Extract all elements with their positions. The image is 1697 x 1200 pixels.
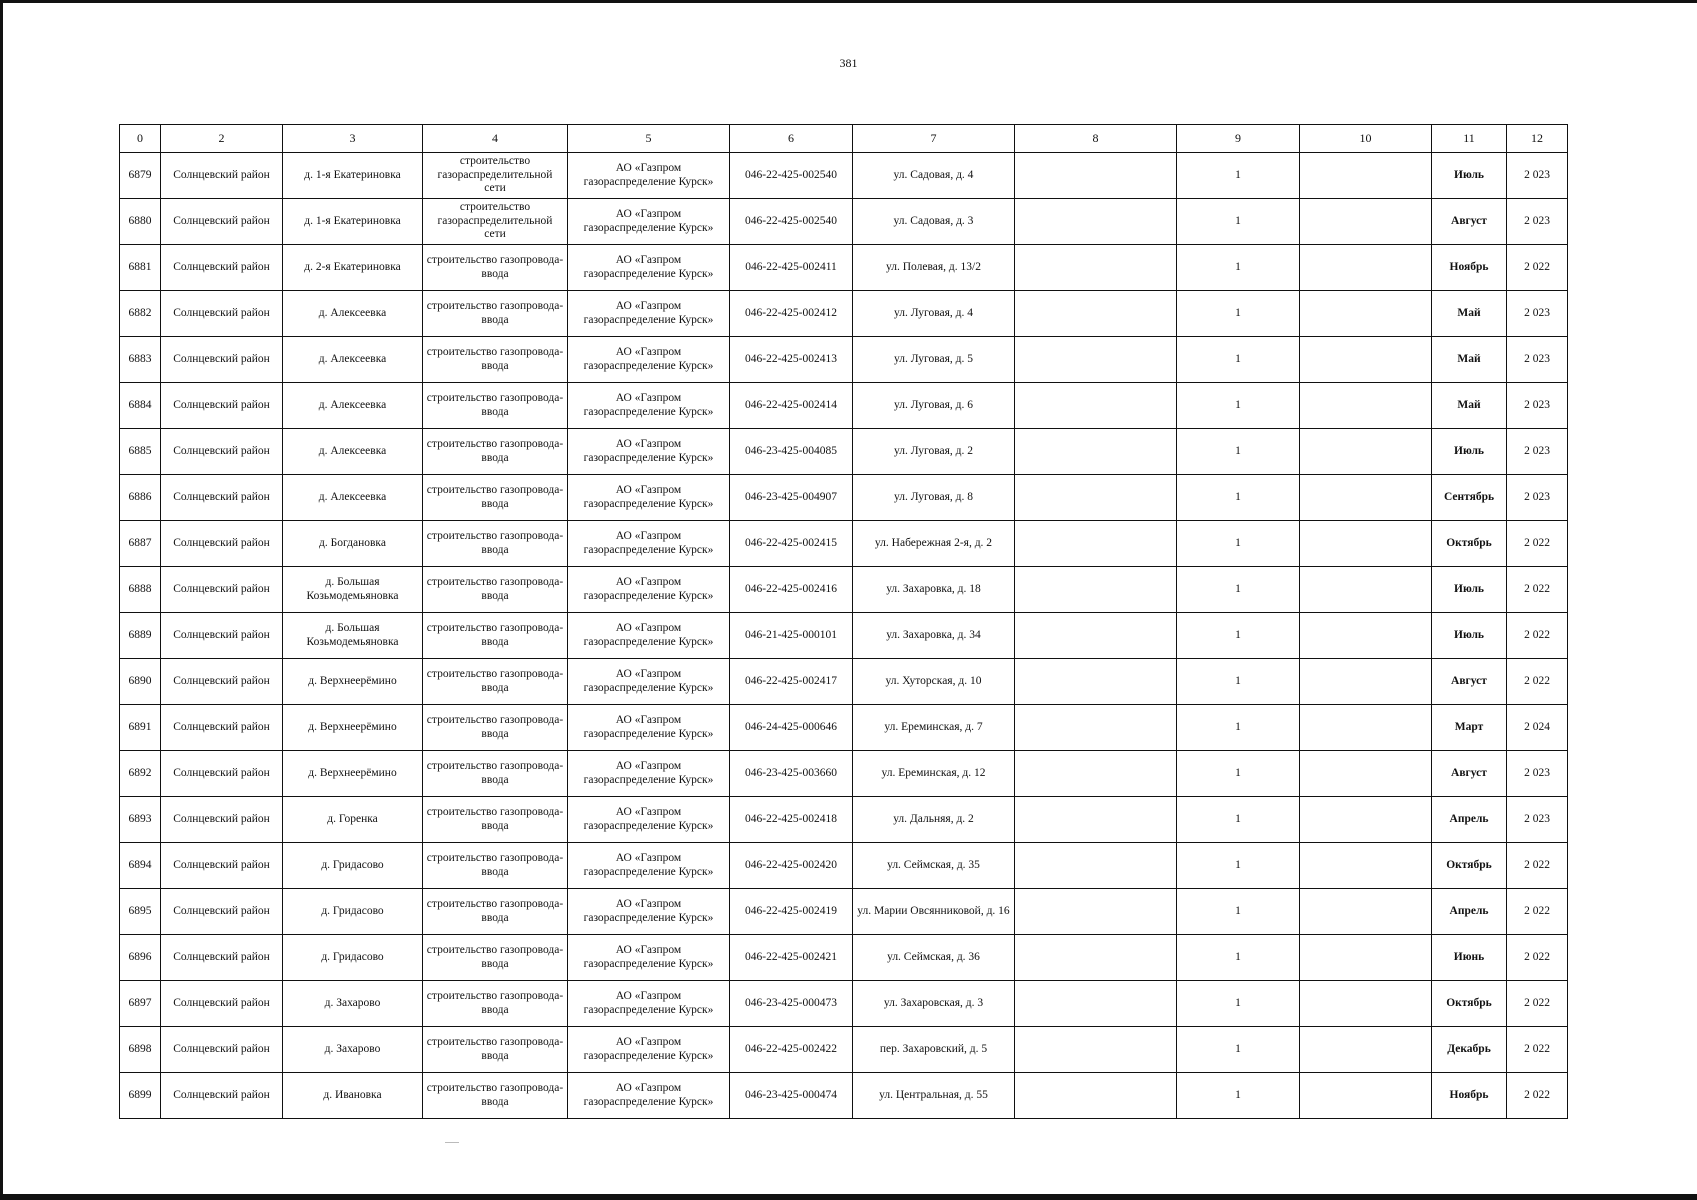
- cell-settlement: д. Гридасово: [283, 889, 423, 935]
- cell-address: ул. Сеймская, д. 36: [853, 935, 1015, 981]
- cell-row-number: 6880: [120, 199, 161, 245]
- cell-organization: АО «Газпром газораспределение Курск»: [568, 935, 730, 981]
- cell-quantity: 1: [1177, 797, 1300, 843]
- cell-work-type: строительство газопровода-ввода: [423, 337, 568, 383]
- cell-column-10: [1300, 705, 1432, 751]
- cell-district: Солнцевский район: [161, 981, 283, 1027]
- cell-column-10: [1300, 567, 1432, 613]
- cell-quantity: 1: [1177, 153, 1300, 199]
- cell-quantity: 1: [1177, 889, 1300, 935]
- cell-district: Солнцевский район: [161, 1027, 283, 1073]
- cell-district: Солнцевский район: [161, 475, 283, 521]
- cell-year: 2 023: [1507, 383, 1568, 429]
- cell-organization: АО «Газпром газораспределение Курск»: [568, 797, 730, 843]
- cell-column-10: [1300, 797, 1432, 843]
- cell-quantity: 1: [1177, 1027, 1300, 1073]
- cell-registry-code: 046-22-425-002419: [730, 889, 853, 935]
- cell-work-type: строительство газопровода-ввода: [423, 889, 568, 935]
- scan-border-top: [0, 0, 1697, 3]
- cell-quantity: 1: [1177, 291, 1300, 337]
- cell-month: Октябрь: [1432, 521, 1507, 567]
- cell-organization: АО «Газпром газораспределение Курск»: [568, 475, 730, 521]
- cell-month: Ноябрь: [1432, 245, 1507, 291]
- cell-year: 2 023: [1507, 751, 1568, 797]
- cell-column-8: [1015, 245, 1177, 291]
- cell-district: Солнцевский район: [161, 521, 283, 567]
- cell-work-type: строительство газопровода-ввода: [423, 797, 568, 843]
- cell-settlement: д. Алексеевка: [283, 291, 423, 337]
- cell-organization: АО «Газпром газораспределение Курск»: [568, 337, 730, 383]
- cell-work-type: строительство газопровода-ввода: [423, 843, 568, 889]
- cell-settlement: д. Гридасово: [283, 843, 423, 889]
- cell-column-8: [1015, 429, 1177, 475]
- table-row: [120, 291, 1568, 337]
- cell-address: ул. Луговая, д. 8: [853, 475, 1015, 521]
- cell-organization: АО «Газпром газораспределение Курск»: [568, 981, 730, 1027]
- cell-row-number: 6886: [120, 475, 161, 521]
- cell-column-10: [1300, 383, 1432, 429]
- cell-registry-code: 046-22-425-002412: [730, 291, 853, 337]
- cell-district: Солнцевский район: [161, 1073, 283, 1119]
- cell-month: Апрель: [1432, 889, 1507, 935]
- cell-work-type: строительство газопровода-ввода: [423, 1027, 568, 1073]
- cell-month: Октябрь: [1432, 981, 1507, 1027]
- table-body: [120, 153, 1568, 1119]
- cell-registry-code: 046-22-425-002422: [730, 1027, 853, 1073]
- cell-address: ул. Луговая, д. 4: [853, 291, 1015, 337]
- table-row: [120, 889, 1568, 935]
- cell-year: 2 022: [1507, 613, 1568, 659]
- cell-month: Сентябрь: [1432, 475, 1507, 521]
- table-row: [120, 245, 1568, 291]
- cell-address: ул. Захаровская, д. 3: [853, 981, 1015, 1027]
- table-row: [120, 981, 1568, 1027]
- cell-column-8: [1015, 613, 1177, 659]
- cell-address: ул. Луговая, д. 6: [853, 383, 1015, 429]
- cell-district: Солнцевский район: [161, 291, 283, 337]
- cell-settlement: д. Верхнеерёмино: [283, 705, 423, 751]
- cell-address: ул. Хуторская, д. 10: [853, 659, 1015, 705]
- table-row: [120, 613, 1568, 659]
- table-row: [120, 797, 1568, 843]
- cell-settlement: д. Захарово: [283, 1027, 423, 1073]
- cell-month: Август: [1432, 199, 1507, 245]
- cell-column-10: [1300, 521, 1432, 567]
- table-row: [120, 705, 1568, 751]
- cell-registry-code: 046-23-425-000473: [730, 981, 853, 1027]
- cell-year: 2 022: [1507, 981, 1568, 1027]
- cell-year: 2 022: [1507, 521, 1568, 567]
- cell-organization: АО «Газпром газораспределение Курск»: [568, 751, 730, 797]
- cell-settlement: д. Алексеевка: [283, 337, 423, 383]
- cell-month: Май: [1432, 291, 1507, 337]
- cell-quantity: 1: [1177, 475, 1300, 521]
- cell-month: Август: [1432, 751, 1507, 797]
- cell-quantity: 1: [1177, 521, 1300, 567]
- cell-address: ул. Марии Овсянниковой, д. 16: [853, 889, 1015, 935]
- cell-registry-code: 046-23-425-004085: [730, 429, 853, 475]
- cell-column-8: [1015, 1027, 1177, 1073]
- cell-district: Солнцевский район: [161, 337, 283, 383]
- column-header: 5: [568, 125, 730, 153]
- cell-work-type: строительство газораспределительной сети: [423, 199, 568, 245]
- column-header: 7: [853, 125, 1015, 153]
- cell-registry-code: 046-24-425-000646: [730, 705, 853, 751]
- table-row: [120, 567, 1568, 613]
- cell-work-type: строительство газопровода-ввода: [423, 1073, 568, 1119]
- cell-organization: АО «Газпром газораспределение Курск»: [568, 153, 730, 199]
- cell-registry-code: 046-23-425-003660: [730, 751, 853, 797]
- table-row: [120, 383, 1568, 429]
- cell-column-8: [1015, 981, 1177, 1027]
- cell-address: ул. Захаровка, д. 18: [853, 567, 1015, 613]
- cell-address: ул. Садовая, д. 3: [853, 199, 1015, 245]
- cell-month: Август: [1432, 659, 1507, 705]
- cell-row-number: 6889: [120, 613, 161, 659]
- cell-quantity: 1: [1177, 429, 1300, 475]
- cell-settlement: д. 2-я Екатериновка: [283, 245, 423, 291]
- cell-row-number: 6887: [120, 521, 161, 567]
- cell-column-10: [1300, 199, 1432, 245]
- table-row: [120, 1073, 1568, 1119]
- cell-work-type: строительство газопровода-ввода: [423, 383, 568, 429]
- cell-month: Июнь: [1432, 935, 1507, 981]
- cell-work-type: строительство газораспределительной сети: [423, 153, 568, 199]
- cell-row-number: 6892: [120, 751, 161, 797]
- column-header: 3: [283, 125, 423, 153]
- cell-work-type: строительство газопровода-ввода: [423, 245, 568, 291]
- cell-organization: АО «Газпром газораспределение Курск»: [568, 291, 730, 337]
- cell-row-number: 6883: [120, 337, 161, 383]
- cell-quantity: 1: [1177, 659, 1300, 705]
- cell-column-8: [1015, 521, 1177, 567]
- cell-column-10: [1300, 843, 1432, 889]
- cell-column-10: [1300, 291, 1432, 337]
- cell-address: ул. Ереминская, д. 7: [853, 705, 1015, 751]
- cell-row-number: 6899: [120, 1073, 161, 1119]
- cell-month: Ноябрь: [1432, 1073, 1507, 1119]
- cell-registry-code: 046-22-425-002421: [730, 935, 853, 981]
- cell-column-10: [1300, 429, 1432, 475]
- table-header-row: [120, 125, 1568, 153]
- table-row: [120, 475, 1568, 521]
- cell-address: ул. Дальняя, д. 2: [853, 797, 1015, 843]
- cell-work-type: строительство газопровода-ввода: [423, 567, 568, 613]
- cell-district: Солнцевский район: [161, 153, 283, 199]
- cell-settlement: д. Захарово: [283, 981, 423, 1027]
- scan-border-bottom: [0, 1194, 1697, 1200]
- column-header: 10: [1300, 125, 1432, 153]
- cell-month: Октябрь: [1432, 843, 1507, 889]
- cell-settlement: д. Большая Козьмодемьяновка: [283, 613, 423, 659]
- cell-column-8: [1015, 705, 1177, 751]
- cell-settlement: д. 1-я Екатериновка: [283, 153, 423, 199]
- cell-registry-code: 046-22-425-002420: [730, 843, 853, 889]
- cell-organization: АО «Газпром газораспределение Курск»: [568, 659, 730, 705]
- cell-settlement: д. Алексеевка: [283, 383, 423, 429]
- cell-row-number: 6882: [120, 291, 161, 337]
- cell-registry-code: 046-23-425-000474: [730, 1073, 853, 1119]
- cell-organization: АО «Газпром газораспределение Курск»: [568, 1027, 730, 1073]
- cell-settlement: д. Гридасово: [283, 935, 423, 981]
- column-header: 9: [1177, 125, 1300, 153]
- cell-column-10: [1300, 153, 1432, 199]
- scan-border-left: [0, 0, 3, 1200]
- cell-address: ул. Ереминская, д. 12: [853, 751, 1015, 797]
- cell-year: 2 022: [1507, 889, 1568, 935]
- cell-year: 2 022: [1507, 659, 1568, 705]
- cell-district: Солнцевский район: [161, 935, 283, 981]
- cell-work-type: строительство газопровода-ввода: [423, 521, 568, 567]
- cell-month: Апрель: [1432, 797, 1507, 843]
- cell-work-type: строительство газопровода-ввода: [423, 291, 568, 337]
- scan-artifact: [445, 1142, 459, 1143]
- cell-column-8: [1015, 337, 1177, 383]
- column-header: 8: [1015, 125, 1177, 153]
- cell-registry-code: 046-22-425-002415: [730, 521, 853, 567]
- cell-row-number: 6879: [120, 153, 161, 199]
- cell-column-10: [1300, 475, 1432, 521]
- cell-settlement: д. Ивановка: [283, 1073, 423, 1119]
- cell-registry-code: 046-21-425-000101: [730, 613, 853, 659]
- cell-work-type: строительство газопровода-ввода: [423, 935, 568, 981]
- cell-month: Июль: [1432, 567, 1507, 613]
- cell-row-number: 6894: [120, 843, 161, 889]
- cell-year: 2 022: [1507, 935, 1568, 981]
- cell-settlement: д. Верхнеерёмино: [283, 751, 423, 797]
- cell-organization: АО «Газпром газораспределение Курск»: [568, 613, 730, 659]
- cell-row-number: 6890: [120, 659, 161, 705]
- cell-organization: АО «Газпром газораспределение Курск»: [568, 567, 730, 613]
- cell-settlement: д. Богдановка: [283, 521, 423, 567]
- table-row: [120, 337, 1568, 383]
- cell-registry-code: 046-22-425-002540: [730, 153, 853, 199]
- cell-month: Декабрь: [1432, 1027, 1507, 1073]
- cell-district: Солнцевский район: [161, 751, 283, 797]
- cell-organization: АО «Газпром газораспределение Курск»: [568, 521, 730, 567]
- cell-quantity: 1: [1177, 567, 1300, 613]
- cell-column-10: [1300, 659, 1432, 705]
- cell-row-number: 6881: [120, 245, 161, 291]
- cell-column-10: [1300, 1027, 1432, 1073]
- cell-address: ул. Садовая, д. 4: [853, 153, 1015, 199]
- cell-row-number: 6888: [120, 567, 161, 613]
- cell-column-10: [1300, 935, 1432, 981]
- cell-organization: АО «Газпром газораспределение Курск»: [568, 429, 730, 475]
- cell-organization: АО «Газпром газораспределение Курск»: [568, 705, 730, 751]
- cell-year: 2 023: [1507, 429, 1568, 475]
- cell-work-type: строительство газопровода-ввода: [423, 751, 568, 797]
- cell-district: Солнцевский район: [161, 797, 283, 843]
- cell-organization: АО «Газпром газораспределение Курск»: [568, 843, 730, 889]
- cell-quantity: 1: [1177, 245, 1300, 291]
- cell-address: ул. Захаровка, д. 34: [853, 613, 1015, 659]
- table-row: [120, 659, 1568, 705]
- cell-column-8: [1015, 659, 1177, 705]
- cell-quantity: 1: [1177, 935, 1300, 981]
- cell-column-10: [1300, 889, 1432, 935]
- cell-quantity: 1: [1177, 337, 1300, 383]
- cell-row-number: 6895: [120, 889, 161, 935]
- cell-address: ул. Полевая, д. 13/2: [853, 245, 1015, 291]
- cell-district: Солнцевский район: [161, 245, 283, 291]
- cell-address: ул. Сеймская, д. 35: [853, 843, 1015, 889]
- cell-quantity: 1: [1177, 199, 1300, 245]
- cell-district: Солнцевский район: [161, 705, 283, 751]
- cell-year: 2 022: [1507, 1027, 1568, 1073]
- cell-column-8: [1015, 751, 1177, 797]
- cell-year: 2 023: [1507, 199, 1568, 245]
- table-row: [120, 1027, 1568, 1073]
- page-number: 381: [839, 56, 858, 70]
- column-header: 0: [120, 125, 161, 153]
- cell-column-8: [1015, 843, 1177, 889]
- cell-quantity: 1: [1177, 843, 1300, 889]
- cell-column-8: [1015, 153, 1177, 199]
- cell-year: 2 023: [1507, 475, 1568, 521]
- cell-address: ул. Луговая, д. 5: [853, 337, 1015, 383]
- table-row: [120, 751, 1568, 797]
- cell-work-type: строительство газопровода-ввода: [423, 429, 568, 475]
- cell-year: 2 022: [1507, 245, 1568, 291]
- table-row: [120, 153, 1568, 199]
- cell-address: ул. Центральная, д. 55: [853, 1073, 1015, 1119]
- cell-column-8: [1015, 567, 1177, 613]
- cell-district: Солнцевский район: [161, 199, 283, 245]
- cell-settlement: д. 1-я Екатериновка: [283, 199, 423, 245]
- cell-district: Солнцевский район: [161, 567, 283, 613]
- cell-quantity: 1: [1177, 981, 1300, 1027]
- cell-month: Июль: [1432, 153, 1507, 199]
- cell-organization: АО «Газпром газораспределение Курск»: [568, 889, 730, 935]
- cell-settlement: д. Алексеевка: [283, 475, 423, 521]
- cell-year: 2 023: [1507, 291, 1568, 337]
- cell-quantity: 1: [1177, 383, 1300, 429]
- cell-district: Солнцевский район: [161, 613, 283, 659]
- cell-work-type: строительство газопровода-ввода: [423, 705, 568, 751]
- cell-registry-code: 046-22-425-002540: [730, 199, 853, 245]
- cell-quantity: 1: [1177, 751, 1300, 797]
- cell-settlement: д. Горенка: [283, 797, 423, 843]
- cell-address: ул. Луговая, д. 2: [853, 429, 1015, 475]
- cell-district: Солнцевский район: [161, 889, 283, 935]
- cell-column-10: [1300, 981, 1432, 1027]
- table-row: [120, 199, 1568, 245]
- registry-table: [119, 124, 1568, 1119]
- cell-district: Солнцевский район: [161, 429, 283, 475]
- cell-row-number: 6891: [120, 705, 161, 751]
- cell-year: 2 022: [1507, 843, 1568, 889]
- cell-column-8: [1015, 291, 1177, 337]
- cell-district: Солнцевский район: [161, 843, 283, 889]
- cell-district: Солнцевский район: [161, 659, 283, 705]
- table-row: [120, 521, 1568, 567]
- cell-row-number: 6896: [120, 935, 161, 981]
- cell-registry-code: 046-22-425-002416: [730, 567, 853, 613]
- cell-year: 2 023: [1507, 153, 1568, 199]
- cell-work-type: строительство газопровода-ввода: [423, 613, 568, 659]
- cell-registry-code: 046-22-425-002414: [730, 383, 853, 429]
- cell-quantity: 1: [1177, 705, 1300, 751]
- table-row: [120, 935, 1568, 981]
- cell-quantity: 1: [1177, 613, 1300, 659]
- cell-month: Июль: [1432, 429, 1507, 475]
- cell-settlement: д. Верхнеерёмино: [283, 659, 423, 705]
- column-header: 4: [423, 125, 568, 153]
- cell-column-8: [1015, 383, 1177, 429]
- table-row: [120, 843, 1568, 889]
- cell-year: 2 022: [1507, 1073, 1568, 1119]
- cell-quantity: 1: [1177, 1073, 1300, 1119]
- cell-column-10: [1300, 337, 1432, 383]
- cell-row-number: 6897: [120, 981, 161, 1027]
- table-row: [120, 429, 1568, 475]
- cell-column-8: [1015, 889, 1177, 935]
- cell-month: Май: [1432, 383, 1507, 429]
- column-header: 12: [1507, 125, 1568, 153]
- cell-year: 2 023: [1507, 337, 1568, 383]
- cell-registry-code: 046-22-425-002411: [730, 245, 853, 291]
- cell-address: пер. Захаровский, д. 5: [853, 1027, 1015, 1073]
- column-header: 6: [730, 125, 853, 153]
- cell-month: Июль: [1432, 613, 1507, 659]
- cell-district: Солнцевский район: [161, 383, 283, 429]
- cell-row-number: 6898: [120, 1027, 161, 1073]
- cell-address: ул. Набережная 2-я, д. 2: [853, 521, 1015, 567]
- cell-column-8: [1015, 1073, 1177, 1119]
- cell-registry-code: 046-22-425-002418: [730, 797, 853, 843]
- cell-column-8: [1015, 475, 1177, 521]
- cell-year: 2 023: [1507, 797, 1568, 843]
- cell-registry-code: 046-22-425-002417: [730, 659, 853, 705]
- cell-work-type: строительство газопровода-ввода: [423, 475, 568, 521]
- cell-row-number: 6893: [120, 797, 161, 843]
- cell-column-10: [1300, 1073, 1432, 1119]
- cell-settlement: д. Большая Козьмодемьяновка: [283, 567, 423, 613]
- cell-column-10: [1300, 245, 1432, 291]
- cell-column-10: [1300, 613, 1432, 659]
- cell-organization: АО «Газпром газораспределение Курск»: [568, 383, 730, 429]
- cell-organization: АО «Газпром газораспределение Курск»: [568, 199, 730, 245]
- cell-column-8: [1015, 935, 1177, 981]
- cell-year: 2 024: [1507, 705, 1568, 751]
- column-header: 11: [1432, 125, 1507, 153]
- cell-registry-code: 046-22-425-002413: [730, 337, 853, 383]
- cell-column-8: [1015, 199, 1177, 245]
- cell-organization: АО «Газпром газораспределение Курск»: [568, 1073, 730, 1119]
- cell-settlement: д. Алексеевка: [283, 429, 423, 475]
- cell-year: 2 022: [1507, 567, 1568, 613]
- cell-row-number: 6885: [120, 429, 161, 475]
- cell-month: Май: [1432, 337, 1507, 383]
- cell-registry-code: 046-23-425-004907: [730, 475, 853, 521]
- cell-column-8: [1015, 797, 1177, 843]
- cell-work-type: строительство газопровода-ввода: [423, 981, 568, 1027]
- cell-work-type: строительство газопровода-ввода: [423, 659, 568, 705]
- column-header: 2: [161, 125, 283, 153]
- cell-column-10: [1300, 751, 1432, 797]
- cell-month: Март: [1432, 705, 1507, 751]
- cell-row-number: 6884: [120, 383, 161, 429]
- cell-organization: АО «Газпром газораспределение Курск»: [568, 245, 730, 291]
